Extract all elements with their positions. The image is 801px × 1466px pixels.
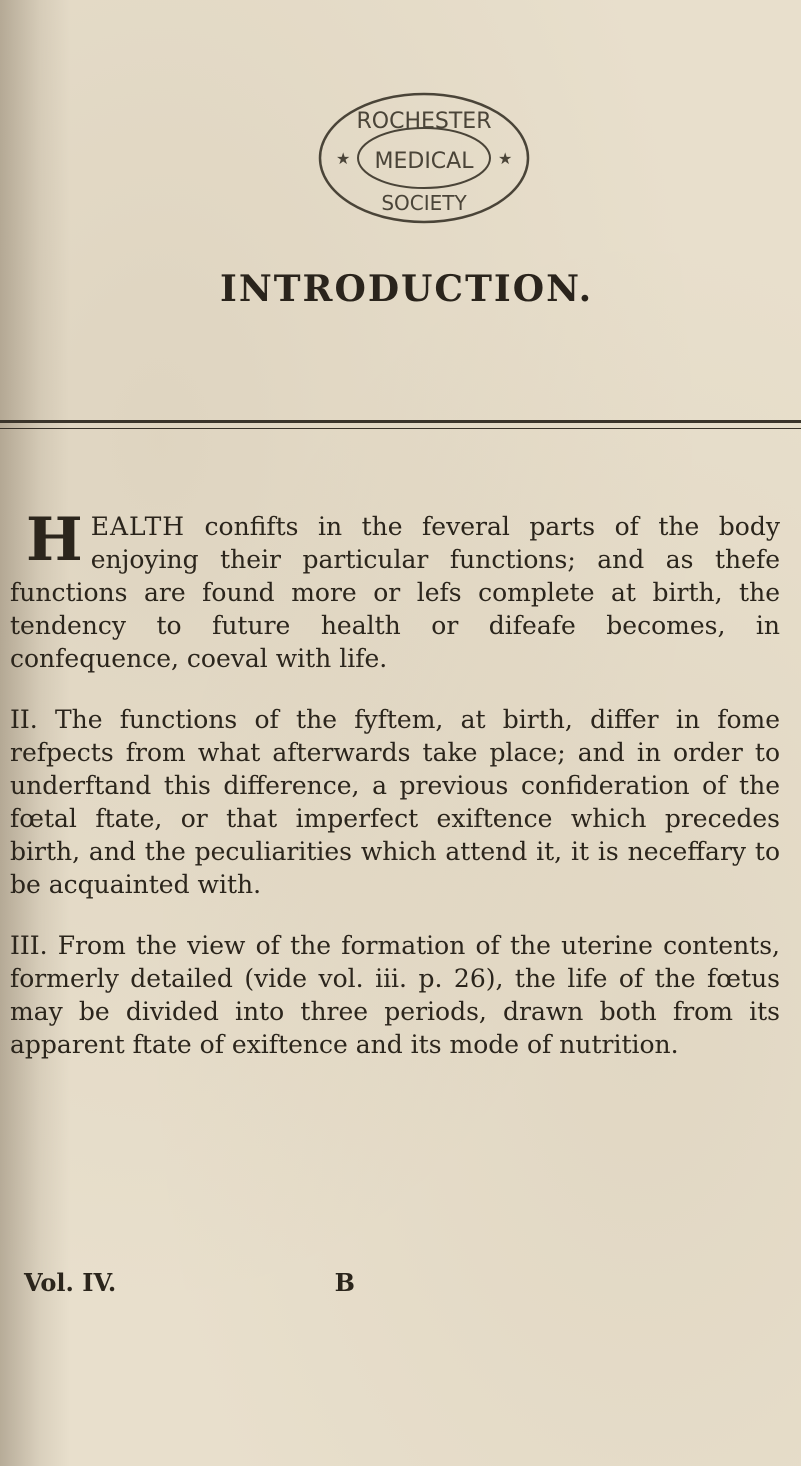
signature-mark: B (334, 1268, 355, 1297)
page-title: INTRODUCTION. (220, 268, 594, 310)
body-text (10, 505, 780, 1089)
paragraph-1 (10, 505, 780, 675)
library-stamp (306, 88, 542, 238)
star-icon: ★ (498, 149, 513, 168)
paragraph-1-first-word: EALTH (90, 512, 186, 541)
volume-label: Vol. IV. (24, 1268, 117, 1297)
page-footer (24, 1268, 524, 1297)
paragraph-3-numeral: III. (10, 931, 48, 960)
paragraph-2-numeral: II. (10, 705, 38, 734)
stamp-seal (306, 88, 542, 238)
divider-rule (0, 420, 801, 423)
stamp-top-text: ROCHESTER (356, 109, 492, 134)
star-icon: ★ (336, 149, 351, 168)
stamp-middle-text: MEDICAL (374, 149, 474, 174)
stamp-bottom-text: SOCIETY (381, 191, 467, 215)
paragraph-3 (10, 929, 780, 1061)
paragraph-1-text: confifts in the feveral parts of the body enjoying their particular functions; and as thefe functions are found more or lefs complete at birth, the tendency to future health or difeafe becomes, in confequence, coeval with life. (10, 512, 780, 673)
paragraph-3-text: From the view of the formation of the uterine contents, formerly detailed (vide vol. iii. p. 26), the life of the fœtus may be divided into three periods, drawn both from its apparent ftate of exiftence and its mode of nutrition. (10, 931, 780, 1059)
paragraph-2-text: The functions of the fyftem, at birth, differ in fome refpects from what afterwards take place; and in order to underftand this difference, a previous confideration of the fœtal ftate, or that imperfect exiftence which precedes birth, and the peculiarities which attend it, it is neceffary to be acquainted with. (10, 705, 780, 899)
drop-cap: H (26, 505, 83, 575)
paragraph-2 (10, 703, 780, 901)
divider-rule-thin (0, 428, 801, 429)
